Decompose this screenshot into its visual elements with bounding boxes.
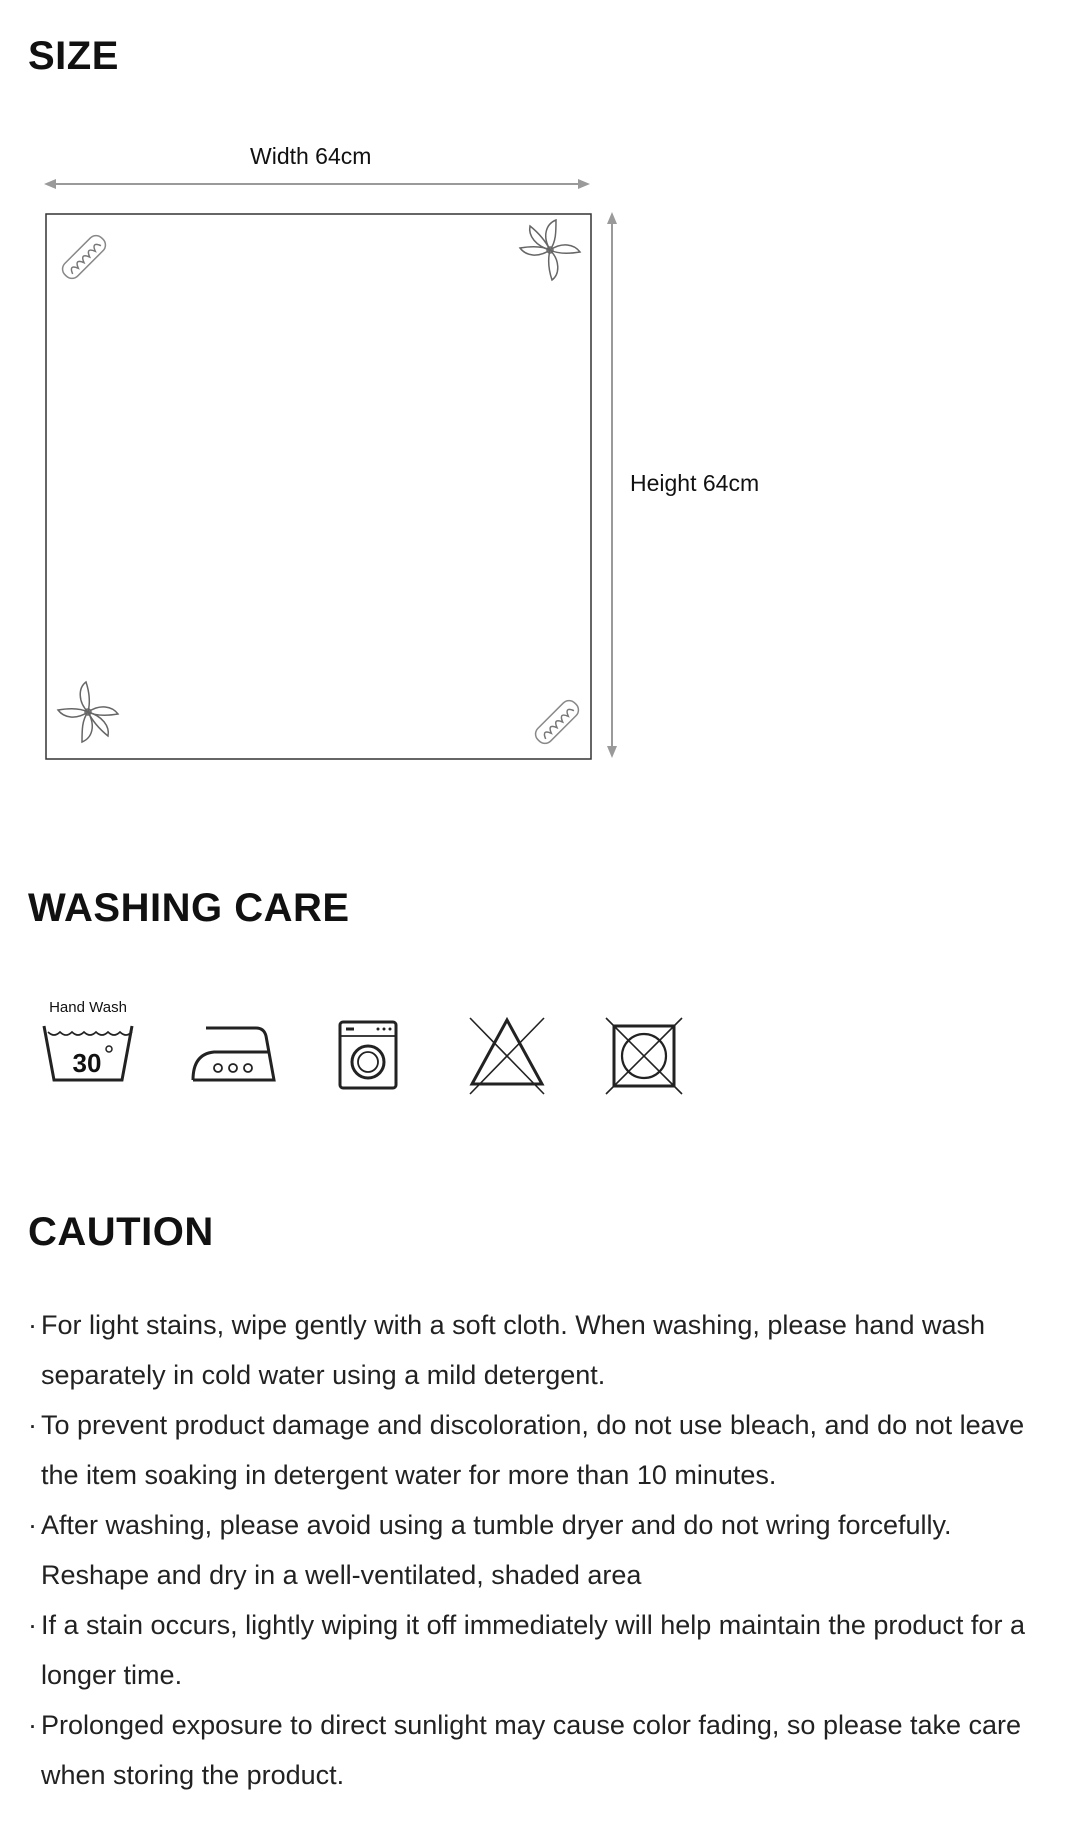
caution-list (28, 1300, 1058, 1800)
flower-bottom-left (58, 682, 118, 742)
size-heading: SIZE (28, 34, 119, 78)
hand-wash-30-icon (44, 999, 132, 1080)
size-diagram (0, 0, 1080, 800)
flower-top-right (520, 220, 580, 280)
bullet: · (28, 1610, 37, 1640)
washing-machine-icon (340, 1022, 396, 1088)
bullet: · (28, 1710, 37, 1740)
bullet: · (28, 1510, 37, 1540)
width-label: Width 64cm (250, 143, 372, 169)
caution-item-text: After washing, please avoid using a tumble dryer and do not wring forcefully. Reshape and dry in a well-ventilated, shaded area (41, 1510, 952, 1590)
wash-temperature: 30 (72, 1048, 102, 1078)
caution-item (28, 1600, 1058, 1700)
washing-care-heading: WASHING CARE (28, 886, 350, 930)
caution-item (28, 1400, 1058, 1500)
caution-heading: CAUTION (28, 1210, 214, 1254)
bullet: · (28, 1310, 37, 1340)
caution-item (28, 1700, 1058, 1800)
iron-high-heat-icon (193, 1028, 274, 1080)
logo-bottom-right (532, 697, 581, 746)
do-not-bleach-icon (470, 1018, 544, 1094)
do-not-tumble-dry-icon (606, 1018, 682, 1094)
height-label: Height 64cm (630, 470, 760, 496)
height-arrow (607, 212, 617, 758)
caution-item-text: Prolonged exposure to direct sunlight may cause color fading, so please take care when storing the product. (41, 1710, 1022, 1790)
logo-top-left (59, 232, 108, 281)
caution-item-text: To prevent product damage and discoloration, do not use bleach, and do not leave the item soaking in detergent water for more than 10 minutes. (41, 1410, 1025, 1490)
care-icons-row (0, 990, 1080, 1100)
caution-item (28, 1500, 1058, 1600)
width-arrow (44, 179, 590, 189)
scarf-outline (46, 214, 591, 759)
hand-wash-label: Hand Wash (49, 999, 127, 1016)
caution-item (28, 1300, 1058, 1400)
caution-item-text: For light stains, wipe gently with a soft cloth. When washing, please hand wash separately in cold water using a mild detergent. (41, 1310, 985, 1390)
caution-item-text: If a stain occurs, lightly wiping it off immediately will help maintain the product for a longer time. (41, 1610, 1025, 1690)
bullet: · (28, 1410, 37, 1440)
